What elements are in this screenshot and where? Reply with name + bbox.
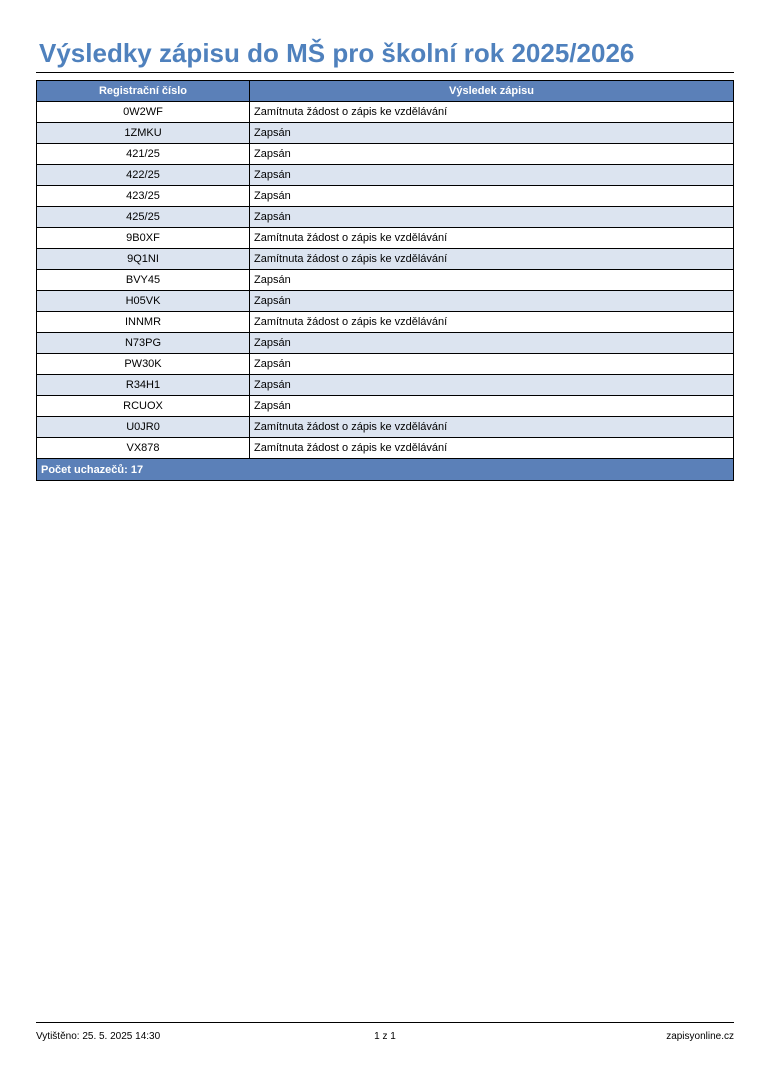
table-row: [37, 228, 734, 249]
table-row: [37, 354, 734, 375]
result-cell: Zapsán: [250, 333, 734, 354]
result-cell: Zamítnuta žádost o zápis ke vzdělávání: [250, 438, 734, 459]
result-cell: Zamítnuta žádost o zápis ke vzdělávání: [250, 102, 734, 123]
table-row: [37, 144, 734, 165]
site-name: zapisyonline.cz: [666, 1031, 734, 1042]
table-row: [37, 186, 734, 207]
registration-number-cell: 422/25: [37, 165, 250, 186]
registration-number-cell: PW30K: [37, 354, 250, 375]
registration-number-cell: R34H1: [37, 375, 250, 396]
result-cell: Zamítnuta žádost o zápis ke vzdělávání: [250, 312, 734, 333]
registration-number-cell: U0JR0: [37, 417, 250, 438]
registration-number-cell: BVY45: [37, 270, 250, 291]
table-row: [37, 207, 734, 228]
registration-number-cell: INNMR: [37, 312, 250, 333]
table-row: [37, 396, 734, 417]
results-table: [36, 80, 734, 481]
result-cell: Zapsán: [250, 396, 734, 417]
table-row: [37, 438, 734, 459]
result-cell: Zapsán: [250, 144, 734, 165]
result-cell: Zamítnuta žádost o zápis ke vzdělávání: [250, 228, 734, 249]
registration-number-cell: 421/25: [37, 144, 250, 165]
registration-number-cell: 0W2WF: [37, 102, 250, 123]
result-cell: Zapsán: [250, 270, 734, 291]
result-cell: Zapsán: [250, 354, 734, 375]
result-cell: Zamítnuta žádost o zápis ke vzdělávání: [250, 249, 734, 270]
result-cell: Zamítnuta žádost o zápis ke vzdělávání: [250, 417, 734, 438]
column-header-registration-number: Registrační číslo: [37, 81, 250, 102]
registration-number-cell: 9B0XF: [37, 228, 250, 249]
result-cell: Zapsán: [250, 186, 734, 207]
table-row: [37, 165, 734, 186]
table-row: [37, 249, 734, 270]
result-cell: Zapsán: [250, 207, 734, 228]
table-row: [37, 312, 734, 333]
table-row: [37, 333, 734, 354]
table-row: [37, 291, 734, 312]
registration-number-cell: 425/25: [37, 207, 250, 228]
table-row: [37, 123, 734, 144]
page-number: 1 z 1: [374, 1031, 396, 1042]
registration-number-cell: 1ZMKU: [37, 123, 250, 144]
table-row: [37, 417, 734, 438]
result-cell: Zapsán: [250, 291, 734, 312]
table-row: [37, 102, 734, 123]
table-row: [37, 270, 734, 291]
registration-number-cell: H05VK: [37, 291, 250, 312]
table-header-row: [37, 81, 734, 102]
result-cell: Zapsán: [250, 165, 734, 186]
registration-number-cell: VX878: [37, 438, 250, 459]
page-title: Výsledky zápisu do MŠ pro školní rok 2025/2026: [39, 38, 635, 68]
table-row: [37, 375, 734, 396]
title-divider: [36, 72, 734, 73]
summary-row: [37, 459, 734, 481]
result-cell: Zapsán: [250, 123, 734, 144]
registration-number-cell: N73PG: [37, 333, 250, 354]
print-timestamp: Vytištěno: 25. 5. 2025 14:30: [36, 1031, 161, 1042]
registration-number-cell: RCUOX: [37, 396, 250, 417]
column-header-result: Výsledek zápisu: [250, 81, 734, 102]
result-cell: Zapsán: [250, 375, 734, 396]
registration-number-cell: 9Q1NI: [37, 249, 250, 270]
applicant-count: Počet uchazečů: 17: [37, 459, 734, 481]
results-table-body: [37, 102, 734, 459]
registration-number-cell: 423/25: [37, 186, 250, 207]
footer-divider: [36, 1022, 734, 1023]
